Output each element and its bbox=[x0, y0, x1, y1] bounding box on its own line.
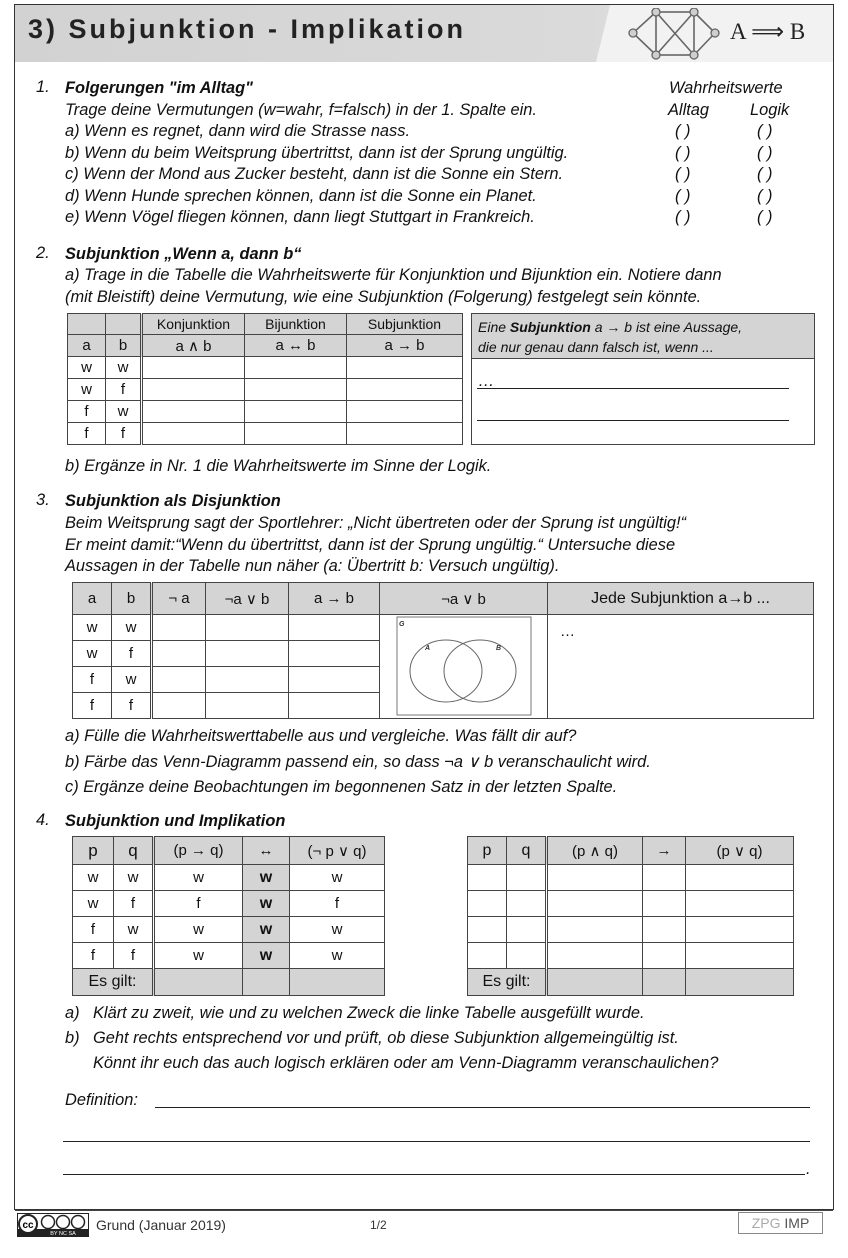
input-cell[interactable] bbox=[507, 917, 547, 943]
footer-page-number: 1/2 bbox=[370, 1218, 387, 1232]
table-row: w f bbox=[73, 641, 814, 667]
section-1-intro: Trage deine Vermutungen (w=wahr, f=falsch) in der 1. Spalte ein. bbox=[65, 101, 537, 119]
section-3-title: Subjunktion als Disjunktion bbox=[65, 492, 281, 510]
table-row bbox=[468, 865, 794, 891]
input-cell[interactable] bbox=[547, 891, 643, 917]
input-cell[interactable] bbox=[206, 615, 289, 641]
footer-code-badge: ZPG IMP bbox=[738, 1212, 823, 1234]
statement-b: b) Wenn du beim Weitsprung übertrittst, dann ist der Sprung ungültig. bbox=[65, 144, 569, 162]
table-row bbox=[468, 891, 794, 917]
answer-line[interactable] bbox=[477, 388, 789, 389]
definition-line[interactable] bbox=[63, 1174, 805, 1175]
svg-text:cc: cc bbox=[22, 1220, 34, 1231]
header-a: a bbox=[68, 335, 106, 357]
col-logik-label: Logik bbox=[750, 101, 790, 119]
footer-divider bbox=[15, 1210, 833, 1211]
section-1-number: 1. bbox=[36, 78, 50, 96]
section-3-line1: Beim Weitsprung sagt der Sportlehrer: „Nicht übertreten oder der Sprung ist ungültig!“ bbox=[65, 514, 687, 532]
answer-logik-a[interactable]: ( ) bbox=[757, 122, 773, 140]
footer-author: Grund (Januar 2019) bbox=[96, 1217, 226, 1233]
section-4-task-a-label: a) bbox=[65, 1004, 80, 1022]
table-row bbox=[468, 943, 794, 969]
section-3-line3: Aussagen in der Tabelle nun näher (a: Übertritt b: Versuch ungültig). bbox=[65, 557, 560, 575]
input-cell[interactable] bbox=[468, 891, 507, 917]
svg-text:BY NC SA: BY NC SA bbox=[50, 1231, 76, 1237]
section-2-task-a-line2: (mit Bleistift) deine Vermutung, wie eine Subjunktion (Folgerung) festgelegt sein könnte. bbox=[65, 288, 702, 306]
truth-table-4-right: p q (p ∧ q) → (p ∨ q) Es gilt: bbox=[467, 836, 794, 996]
definition-label: Definition: bbox=[65, 1091, 138, 1109]
input-cell[interactable] bbox=[507, 865, 547, 891]
table-row: f f bbox=[73, 693, 814, 719]
table-row: w w bbox=[68, 357, 463, 379]
input-cell[interactable] bbox=[289, 667, 380, 693]
answer-logik-d[interactable]: ( ) bbox=[757, 187, 773, 205]
cc-license-icon bbox=[17, 1213, 89, 1237]
input-cell[interactable] bbox=[142, 379, 245, 401]
truth-table-4-left: p q (p → q) ↔ (¬ p ∨ q) w w w w w w f f w f f w w w w f f w w w Es gilt: bbox=[72, 836, 385, 996]
answer-alltag-a[interactable]: ( ) bbox=[675, 122, 691, 140]
header-konjunktion: Konjunktion bbox=[142, 314, 245, 335]
input-cell[interactable] bbox=[547, 917, 643, 943]
header-bijunktion: Bijunktion bbox=[245, 314, 347, 335]
section-4-task-a: Klärt zu zweit, wie und zu welchen Zweck die linke Tabelle ausgefüllt wurde. bbox=[93, 1004, 645, 1022]
truth-values-label: Wahrheitswerte bbox=[669, 79, 783, 97]
definition-end-dot: . bbox=[806, 1160, 811, 1178]
venn-diagram[interactable] bbox=[396, 616, 532, 716]
table-row: f w bbox=[68, 401, 463, 423]
section-4-number: 4. bbox=[36, 811, 50, 829]
section-4-task-b-label: b) bbox=[65, 1029, 80, 1047]
input-cell[interactable] bbox=[686, 917, 794, 943]
input-cell[interactable] bbox=[347, 423, 463, 445]
header-a-iff-b: a ↔ b bbox=[245, 335, 347, 357]
table-row: w w w w w bbox=[73, 865, 385, 891]
input-cell[interactable] bbox=[547, 943, 643, 969]
input-cell[interactable] bbox=[643, 891, 686, 917]
section-3-task-c: c) Ergänze deine Beobachtungen im begonnenen Satz in der letzten Spalte. bbox=[65, 778, 618, 796]
input-cell[interactable] bbox=[347, 357, 463, 379]
input-cell[interactable] bbox=[245, 379, 347, 401]
col-alltag-label: Alltag bbox=[668, 101, 710, 119]
definition-box bbox=[471, 313, 815, 445]
venn-label-b: B bbox=[496, 645, 502, 652]
page-title: 3) Subjunktion - Implikation bbox=[28, 14, 466, 44]
answer-line[interactable] bbox=[477, 420, 789, 421]
input-cell[interactable] bbox=[206, 693, 289, 719]
graph-logo-icon bbox=[626, 8, 722, 60]
input-cell[interactable] bbox=[686, 891, 794, 917]
header-b: b bbox=[112, 583, 152, 615]
input-cell[interactable] bbox=[142, 423, 245, 445]
header-not-a: ¬ a bbox=[152, 583, 206, 615]
header-observation: Jede Subjunktion a→b ... bbox=[548, 583, 814, 615]
section-1-title: Folgerungen "im Alltag" bbox=[65, 79, 253, 97]
input-cell[interactable] bbox=[206, 641, 289, 667]
answer-logik-b[interactable]: ( ) bbox=[757, 144, 773, 162]
section-4-title: Subjunktion und Implikation bbox=[65, 812, 286, 830]
input-cell[interactable] bbox=[686, 865, 794, 891]
definition-line[interactable] bbox=[155, 1107, 810, 1108]
section-3-number: 3. bbox=[36, 491, 50, 509]
input-cell[interactable] bbox=[643, 865, 686, 891]
input-cell[interactable] bbox=[245, 401, 347, 423]
statement-a: a) Wenn es regnet, dann wird die Strasse nass. bbox=[65, 122, 410, 140]
table-row: f f w w w bbox=[73, 943, 385, 969]
section-4-task-b-line2: Könnt ihr euch das auch logisch erklären oder am Venn-Diagramm veranschaulichen? bbox=[93, 1054, 719, 1072]
statement-c: c) Wenn der Mond aus Zucker besteht, dann ist die Sonne ein Stern. bbox=[65, 165, 564, 183]
statement-e: e) Wenn Vögel fliegen können, dann liegt Stuttgart in Frankreich. bbox=[65, 208, 535, 226]
answer-alltag-e[interactable]: ( ) bbox=[675, 208, 691, 226]
input-cell[interactable] bbox=[507, 891, 547, 917]
venn-label-a: A bbox=[425, 645, 431, 652]
venn-label-g: G bbox=[399, 621, 405, 628]
section-4-task-b-line1: Geht rechts entsprechend vor und prüft, ob diese Subjunktion allgemeingültig ist. bbox=[93, 1029, 679, 1047]
input-cell[interactable] bbox=[152, 615, 206, 641]
input-cell[interactable] bbox=[468, 943, 507, 969]
es-gilt-row: Es gilt: bbox=[73, 969, 385, 996]
statement-d: d) Wenn Hunde sprechen können, dann ist die Sonne ein Planet. bbox=[65, 187, 537, 205]
table-row bbox=[468, 917, 794, 943]
input-cell[interactable] bbox=[289, 615, 380, 641]
input-cell[interactable] bbox=[643, 943, 686, 969]
input-cell[interactable] bbox=[507, 943, 547, 969]
observation-cell[interactable]: … bbox=[548, 615, 814, 719]
section-2-title: Subjunktion „Wenn a, dann b“ bbox=[65, 245, 302, 263]
table-row: w w … bbox=[73, 615, 814, 641]
input-cell[interactable] bbox=[152, 641, 206, 667]
input-cell[interactable] bbox=[152, 693, 206, 719]
header-subjunktion: Subjunktion bbox=[347, 314, 463, 335]
table-row: f w w w w bbox=[73, 917, 385, 943]
input-cell[interactable] bbox=[468, 865, 507, 891]
section-2-task-a-line1: a) Trage in die Tabelle die Wahrheitswerte für Konjunktion und Bijunktion ein. Notiere dann bbox=[65, 266, 722, 284]
answer-alltag-d[interactable]: ( ) bbox=[675, 187, 691, 205]
section-3-task-a: a) Fülle die Wahrheitswerttabelle aus und vergleiche. Was fällt dir auf? bbox=[65, 727, 577, 745]
input-cell[interactable] bbox=[347, 379, 463, 401]
header-a-and-b: a ∧ b bbox=[142, 335, 245, 357]
section-2-task-b: b) Ergänze in Nr. 1 die Wahrheitswerte im Sinne der Logik. bbox=[65, 457, 492, 475]
input-cell[interactable] bbox=[152, 667, 206, 693]
input-cell[interactable] bbox=[686, 943, 794, 969]
header-logo-text: A ⟹ B bbox=[730, 19, 806, 44]
definition-line[interactable] bbox=[63, 1141, 810, 1142]
header-a: a bbox=[73, 583, 112, 615]
table-row: w f bbox=[68, 379, 463, 401]
table-row: f f bbox=[68, 423, 463, 445]
section-3-task-b: b) Färbe das Venn-Diagramm passend ein, so dass ¬a ∨ b veranschaulicht wird. bbox=[65, 753, 651, 771]
answer-alltag-c[interactable]: ( ) bbox=[675, 165, 691, 183]
answer-logik-e[interactable]: ( ) bbox=[757, 208, 773, 226]
answer-logik-c[interactable]: ( ) bbox=[757, 165, 773, 183]
section-3-line2: Er meint damit:“Wenn du übertrittst, dann ist der Sprung ungültig.“ Untersuche diese bbox=[65, 536, 676, 554]
answer-alltag-b[interactable]: ( ) bbox=[675, 144, 691, 162]
header-b: b bbox=[106, 335, 142, 357]
input-cell[interactable] bbox=[468, 917, 507, 943]
input-cell[interactable] bbox=[142, 357, 245, 379]
section-2-number: 2. bbox=[36, 244, 50, 262]
input-cell[interactable] bbox=[206, 667, 289, 693]
input-cell[interactable] bbox=[245, 357, 347, 379]
input-cell[interactable] bbox=[245, 423, 347, 445]
input-cell[interactable] bbox=[142, 401, 245, 423]
table-row: f w bbox=[73, 667, 814, 693]
input-cell[interactable] bbox=[289, 641, 380, 667]
definition-box-line2: die nur genau dann falsch ist, wenn ... bbox=[478, 339, 714, 355]
header-a-implies-b: a → b bbox=[347, 335, 463, 357]
header-venn: ¬a ∨ b bbox=[380, 583, 548, 615]
input-cell[interactable] bbox=[547, 865, 643, 891]
header-not-a-or-b: ¬a ∨ b bbox=[206, 583, 289, 615]
definition-box-dots: … bbox=[478, 372, 495, 390]
truth-table-2 bbox=[67, 313, 463, 445]
definition-box-line1: Eine Subjunktion a → b ist eine Aussage, bbox=[478, 319, 743, 335]
table-row: w f f w f bbox=[73, 891, 385, 917]
input-cell[interactable] bbox=[289, 693, 380, 719]
es-gilt-row: Es gilt: bbox=[468, 969, 794, 996]
header-a-implies-b: a → b bbox=[289, 583, 380, 615]
input-cell[interactable] bbox=[643, 917, 686, 943]
input-cell[interactable] bbox=[347, 401, 463, 423]
